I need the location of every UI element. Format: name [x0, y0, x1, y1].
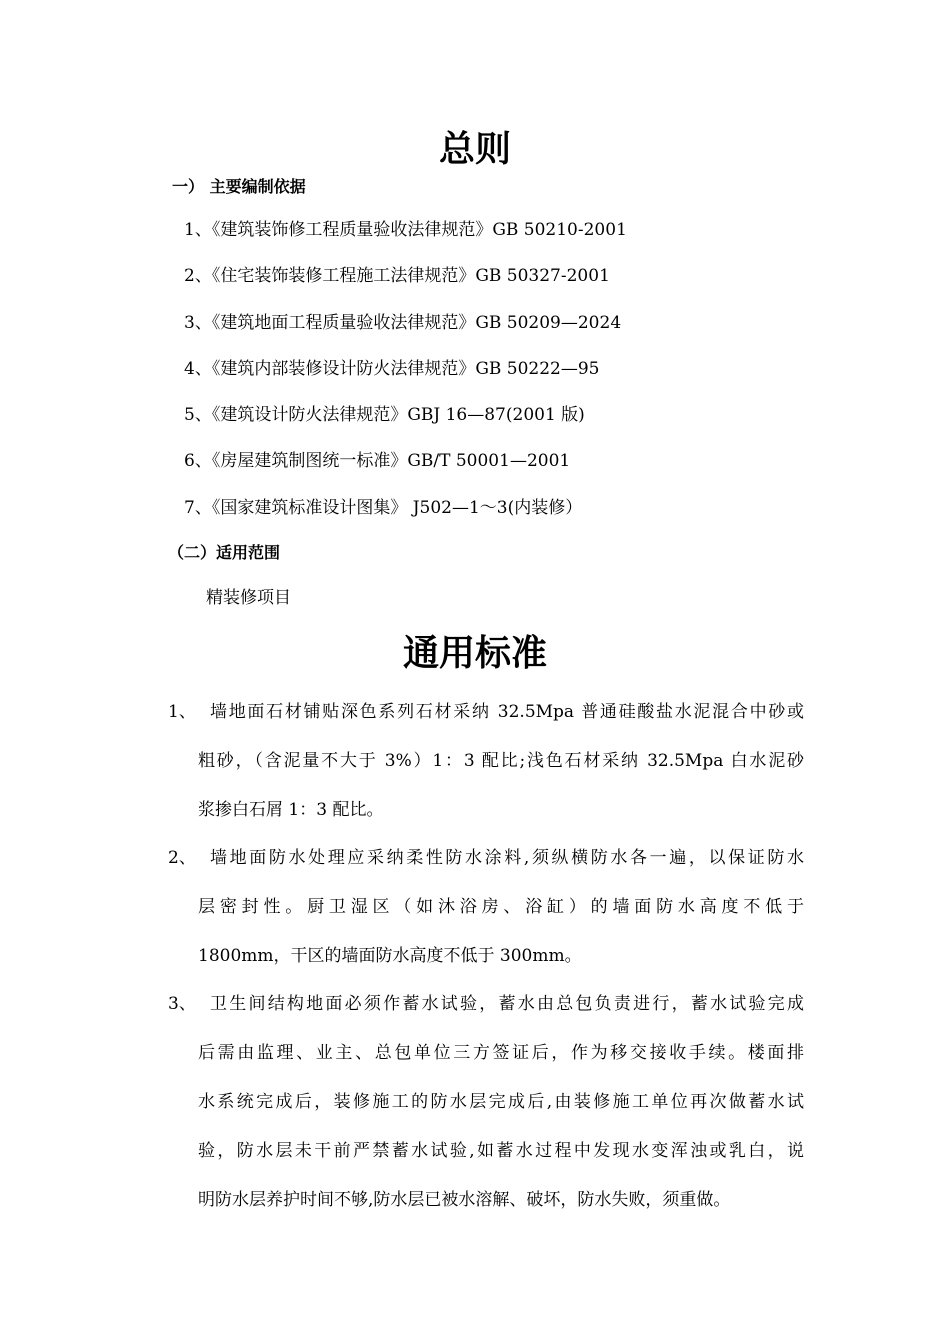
- standard-line: 粗砂，（含泥量不大于 3%）1：3 配比;浅色石材采纳 32.5Mpa 白水泥砂: [198, 751, 804, 771]
- basis-item: 2、《住宅装饰装修工程施工法律规范》GB 50327-2001: [184, 266, 610, 287]
- basis-item: 3、《建筑地面工程质量验收法律规范》GB 50209—2024: [184, 312, 622, 333]
- basis-item: 7、《国家建筑标准设计图集》 J502—1～3(内装修）: [184, 497, 583, 518]
- page-title-general: 总则: [438, 129, 511, 170]
- page-title-common-standards: 通用标准: [402, 633, 547, 674]
- standard-number: 1、: [168, 702, 196, 722]
- standard-line: 验，防水层未干前严禁蓄水试验,如蓄水过程中发现水变浑浊或乳白，说: [198, 1141, 804, 1161]
- basis-item: 4、《建筑内部装修设计防火法律规范》GB 50222—95: [184, 358, 600, 379]
- standard-number: 2、: [168, 848, 196, 868]
- basis-item: 1、《建筑装饰修工程质量验收法律规范》GB 50210-2001: [184, 220, 627, 240]
- basis-list: [184, 218, 627, 542]
- basis-item: 5、《建筑设计防火法律规范》GBJ 16—87(2001 版): [184, 405, 585, 426]
- basis-item: 6、《房屋建筑制图统一标准》GB/T 50001—2001: [184, 451, 571, 472]
- standard-line: 明防水层养护时间不够,防水层已被水溶解、破坏，防水失败，须重做。: [198, 1190, 731, 1210]
- standard-line: 1800mm，干区的墙面防水高度不低于 300mm。: [198, 946, 582, 966]
- standard-line: 浆掺白石屑 1：3 配比。: [198, 800, 384, 820]
- scope-text: 精装修项目: [206, 588, 291, 608]
- standard-text: [198, 834, 804, 981]
- section-heading-scope: （二）适用范围: [168, 543, 281, 562]
- standard-line: 后需由监理、业主、总包单位三方签证后，作为移交接收手续。楼面排: [198, 1043, 804, 1063]
- standard-line: 墙地面石材铺贴深色系列石材采纳 32.5Mpa 普通硅酸盐水泥混合中砂或: [210, 702, 804, 722]
- standard-line: 墙地面防水处理应采纳柔性防水涂料,须纵横防水各一遍，以保证防水: [210, 848, 804, 868]
- section-heading-basis: 一） 主要编制依据: [172, 177, 306, 196]
- standard-text: [198, 980, 804, 1225]
- standard-text: [198, 688, 804, 835]
- standard-number: 3、: [168, 994, 196, 1014]
- standard-line: 水系统完成后，装修施工的防水层完成后,由装修施工单位再次做蓄水试: [198, 1092, 804, 1112]
- standard-line: 层密封性。厨卫湿区（如沐浴房、浴缸）的墙面防水高度不低于: [198, 897, 804, 917]
- standard-line: 卫生间结构地面必须作蓄水试验，蓄水由总包负责进行，蓄水试验完成: [210, 994, 804, 1014]
